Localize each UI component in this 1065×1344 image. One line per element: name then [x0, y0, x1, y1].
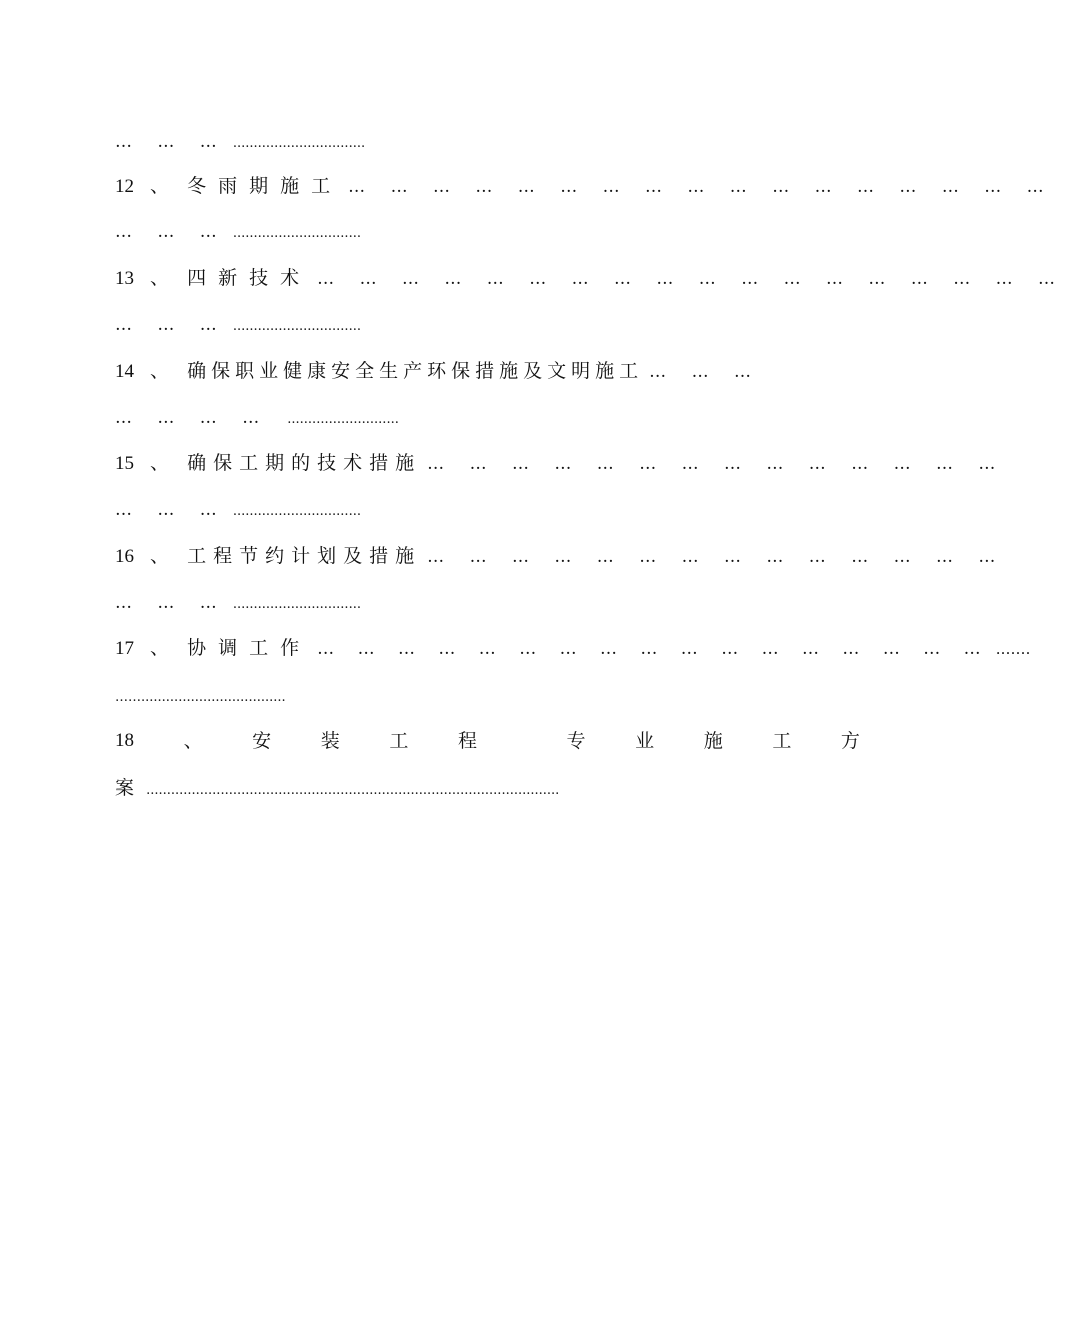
toc-entry-13[interactable]: 13 、 四新技术 … … … … … … … … … … … … … … … … … … — [115, 267, 1065, 289]
toc-continuation-line: … … … ................................ — [115, 132, 366, 152]
toc-entry-number: 16 — [115, 546, 134, 567]
toc-entry-number: 17 — [115, 638, 134, 659]
toc-entry-12[interactable]: 12 、 冬雨期施工 … … … … … … … … … … … … … … … … … — [115, 175, 1054, 197]
toc-entry-17[interactable]: 17 、 协调工作 … … … … … … … … … … … … … … … … … .…… — [115, 637, 1031, 659]
toc-entry-title: 协调工作 — [187, 637, 312, 659]
toc-entry-number: 15 — [115, 453, 134, 474]
toc-entry-15[interactable]: 15 、 确保工期的技术措施 … … … … … … … … … … … … … … — [115, 452, 1006, 474]
toc-entry-title: 确保工期的技术措施 — [187, 452, 422, 474]
toc-entry-13-continuation: … … … ............................... — [115, 315, 361, 335]
toc-entry-title: 确保职业健康安全生产环保措施及文明施工 — [187, 360, 644, 382]
toc-entry-number: 13 — [115, 268, 134, 289]
toc-entry-16[interactable]: 16 、 工程节约计划及措施 … … … … … … … … … … … … … … — [115, 545, 1006, 567]
toc-entry-18-continuation: 案 .................................................................................................... — [115, 777, 560, 799]
toc-entry-18[interactable]: 18 、 安 装 工 程 专 业 施 工 方 — [115, 724, 860, 758]
toc-entry-number: 18 — [115, 730, 134, 751]
toc-entry-14-continuation: … … … … ........................... — [115, 408, 399, 428]
toc-entry-16-continuation: … … … ............................... — [115, 593, 361, 613]
toc-entry-number: 12 — [115, 176, 134, 197]
toc-entry-title: 工程节约计划及措施 — [187, 545, 422, 567]
toc-entry-number: 14 — [115, 361, 134, 382]
toc-entry-12-continuation: … … … ............................... — [115, 222, 361, 242]
toc-entry-14[interactable]: 14 、 确保职业健康安全生产环保措施及文明施工 … … … — [115, 360, 761, 382]
toc-entry-title: 冬雨期施工 — [187, 175, 343, 197]
toc-entry-title: 四新技术 — [187, 267, 312, 289]
toc-entry-17-continuation: ……................................... — [115, 690, 286, 705]
toc-entry-15-continuation: … … … ............................... — [115, 500, 361, 520]
